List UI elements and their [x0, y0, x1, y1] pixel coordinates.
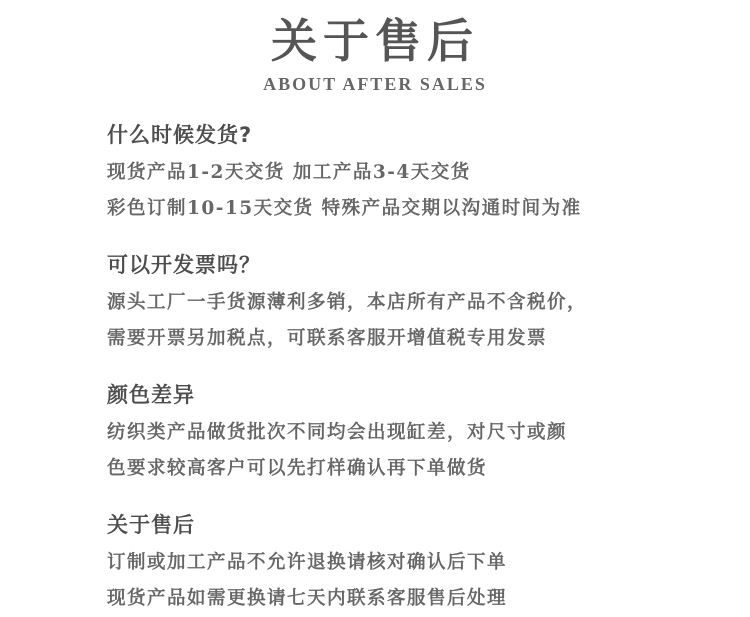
page-header: [0, 14, 750, 96]
section-heading: 关于售后: [107, 513, 195, 537]
page-title: 关于售后: [271, 14, 479, 68]
section-text-line: 需要开票另加税点，可联系客服开增值税专用发票: [107, 328, 548, 349]
section-heading: 颜色差异: [107, 383, 195, 407]
section-invoice: [107, 250, 717, 357]
section-shipping-time: [107, 120, 717, 227]
section-text-line: 色要求较高客户可以先打样确认再下单做货: [107, 458, 488, 479]
section-text-line: 现货产品1-2天交货 加工产品3-4天交货: [107, 162, 471, 183]
page-subtitle: ABOUT AFTER SALES: [263, 74, 487, 94]
faq-content: [107, 120, 717, 617]
section-text-line: 彩色订制10-15天交货 特殊产品交期以沟通时间为准: [107, 198, 582, 219]
section-heading: 可以开发票吗？: [107, 253, 261, 277]
section-text-line: 订制或加工产品不允许退换请核对确认后下单: [107, 552, 508, 573]
section-heading: 什么时候发货?: [107, 123, 253, 147]
section-color-difference: [107, 380, 717, 487]
section-after-sales: [107, 510, 717, 617]
section-text-line: 现货产品如需更换请七天内联系客服售后处理: [107, 588, 508, 609]
section-text-line: 源头工厂一手货源薄利多销，本店所有产品不含税价，: [107, 292, 588, 313]
section-text-line: 纺织类产品做货批次不同均会出现缸差，对尺寸或颜: [107, 422, 568, 443]
